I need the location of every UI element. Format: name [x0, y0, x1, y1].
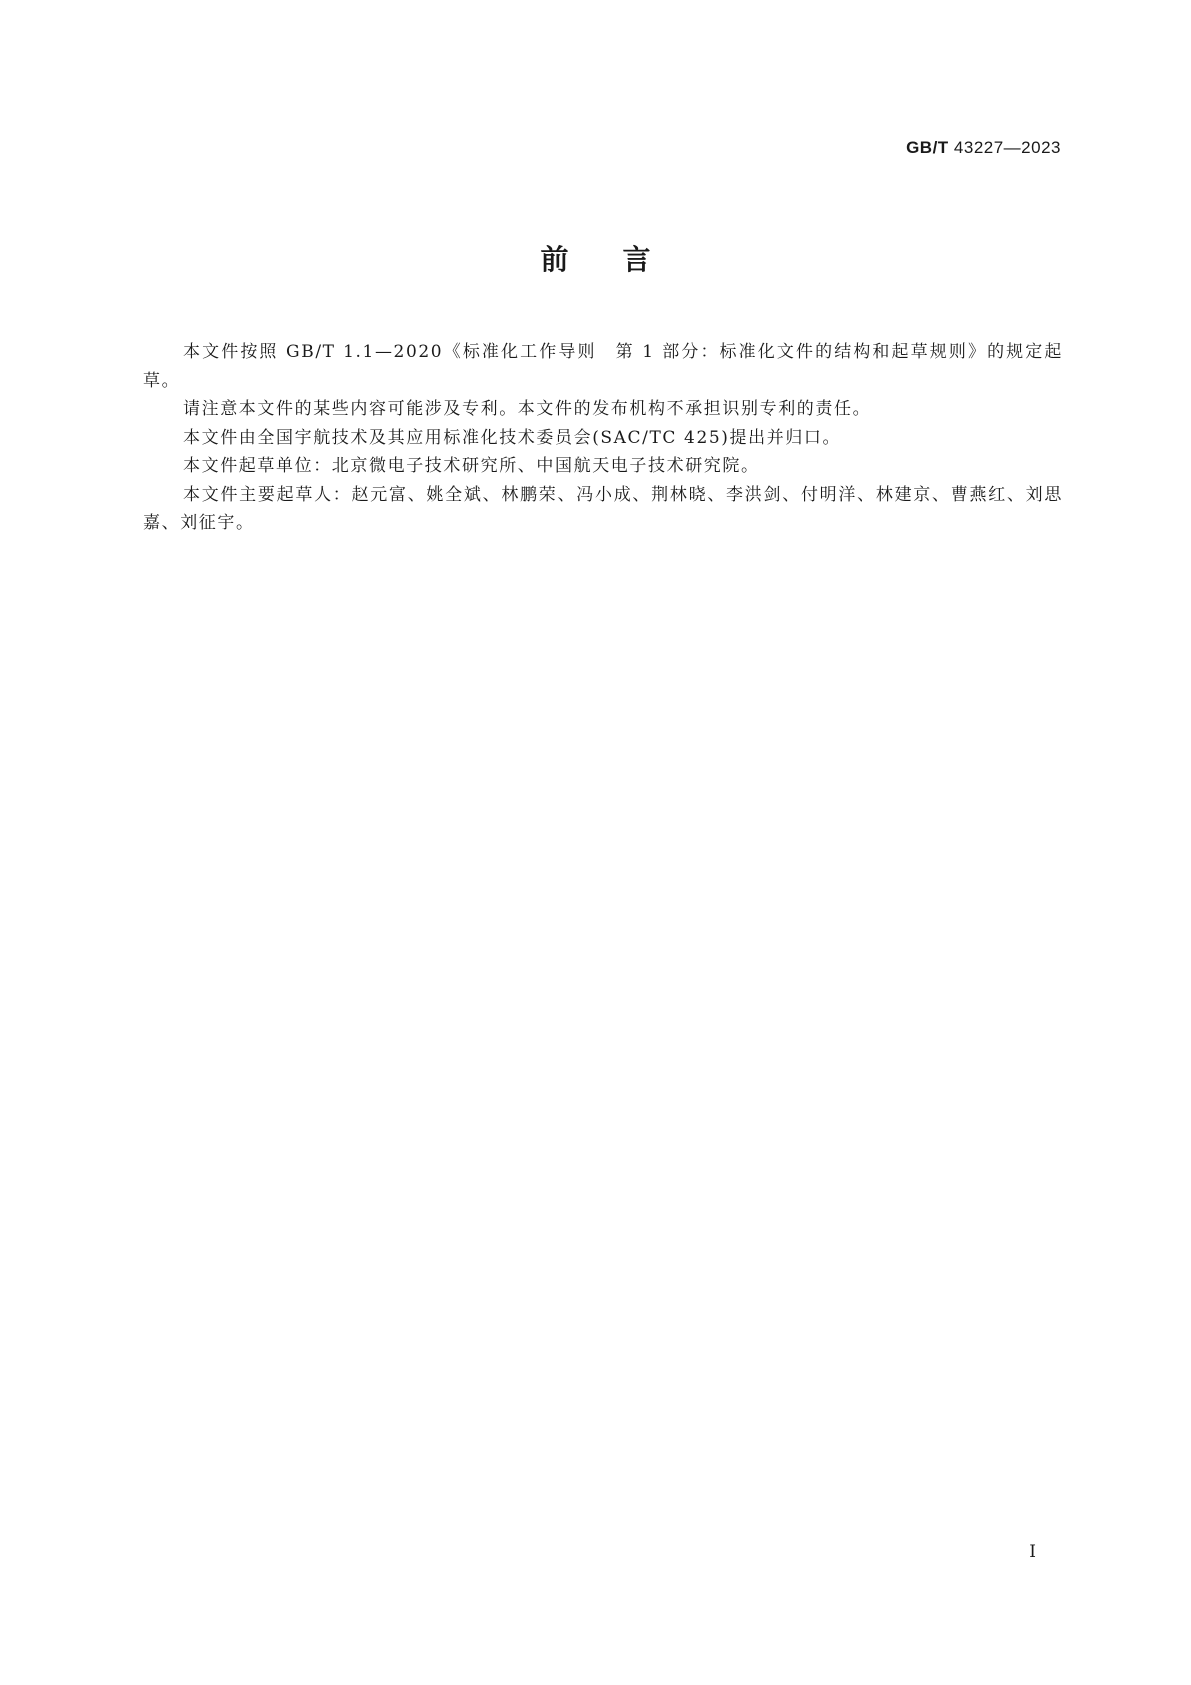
- paragraph: 请注意本文件的某些内容可能涉及专利。本文件的发布机构不承担识别专利的责任。: [183, 399, 872, 419]
- standard-number: [906, 138, 1061, 158]
- paragraph: 本文件起草单位：北京微电子技术研究所、中国航天电子技术研究院。: [183, 456, 760, 476]
- paragraph: 本文件由全国宇航技术及其应用标准化技术委员会(SAC/TC 425)提出并归口。: [183, 427, 842, 448]
- foreword-body: [143, 338, 1063, 538]
- standard-number-value: 43227—2023: [953, 138, 1061, 157]
- page-title: 前言: [540, 243, 705, 276]
- standard-code: GB/T: [906, 138, 949, 157]
- page-number: Ⅰ: [1029, 1542, 1036, 1562]
- paragraph: 本文件按照 GB/T 1.1—2020《标准化工作导则 第 1 部分：标准化文件的结构和起草规则》的规定起草。: [143, 342, 1063, 391]
- paragraph: 本文件主要起草人：赵元富、姚全斌、林鹏荣、冯小成、荆林晓、李洪剑、付明洋、林建京、曹燕红、刘思嘉、刘征宇。: [143, 484, 1063, 533]
